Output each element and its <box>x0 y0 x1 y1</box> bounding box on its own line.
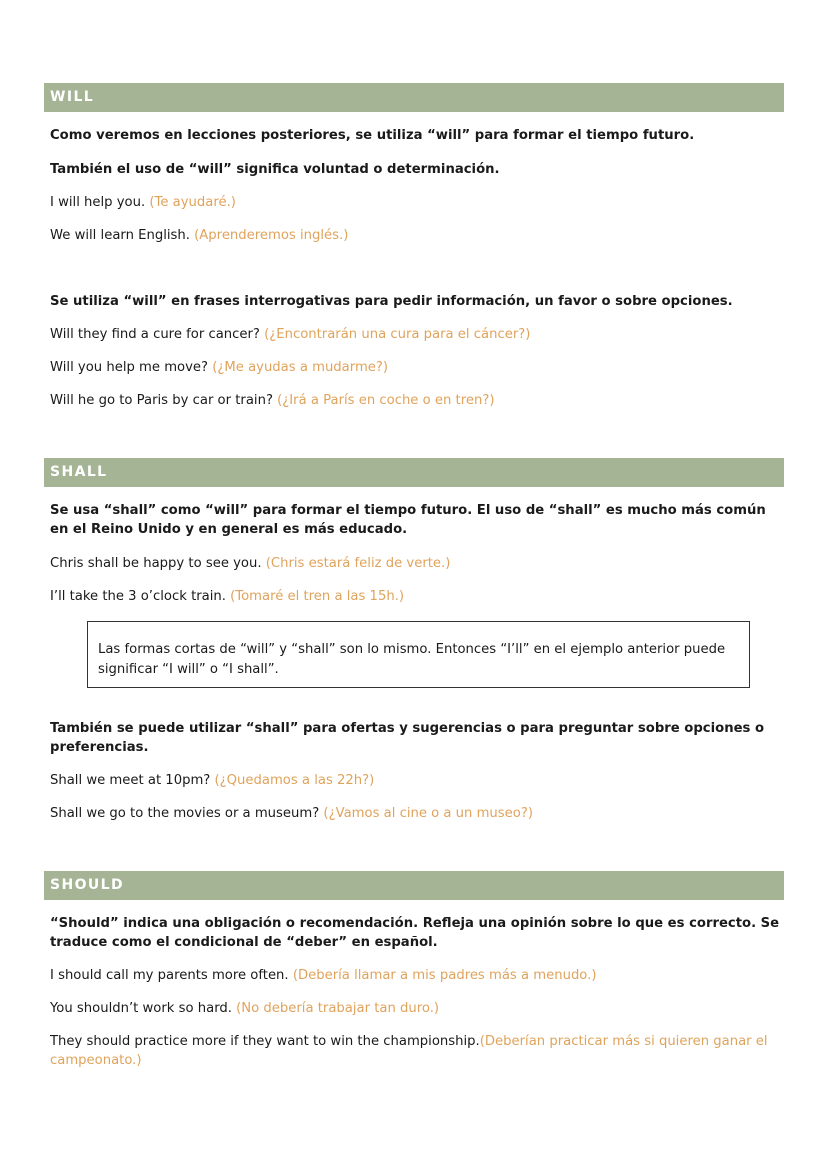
will-example-1 <box>50 193 780 212</box>
shall-example-1 <box>50 554 780 573</box>
short-forms-note-box: Las formas cortas de “will” y “shall” son lo mismo. Entonces “I’ll” en el ejemplo anterior puede significar “I will” o “I shall”. <box>87 621 750 688</box>
example-english: Shall we meet at 10pm? <box>50 773 211 788</box>
example-translation: (Deberían practicar más si quieren ganar el campeonato.) <box>50 1034 768 1068</box>
example-english: I will help you. <box>50 195 146 210</box>
example-translation: (¿Encontrarán una cura para el cáncer?) <box>259 327 531 342</box>
example-translation: (¿Vamos al cine o a un museo?) <box>319 806 533 821</box>
example-translation: (¿Quedamos a las 22h?) <box>210 773 375 788</box>
example-english: Will you help me move? <box>50 360 209 375</box>
will-intro-questions: Se utiliza “will” en frases interrogativas para pedir información, un favor o sobre opciones. <box>50 294 733 309</box>
should-example-3 <box>50 1032 780 1070</box>
example-translation: (¿Me ayudas a mudarme?) <box>208 360 389 375</box>
should-example-2 <box>50 999 780 1018</box>
will-example-4 <box>50 358 780 377</box>
example-english: We will learn English. <box>50 228 190 243</box>
shall-intro-future: Se usa “shall” como “will” para formar el tiempo futuro. El uso de “shall” es mucho más común en el Reino Unido y en general es más educado. <box>50 503 766 537</box>
example-translation: (Chris estará feliz de verte.) <box>261 556 451 571</box>
example-translation: (¿Irá a París en coche o en tren?) <box>272 393 495 408</box>
will-example-3 <box>50 325 780 344</box>
example-english: Will they find a cure for cancer? <box>50 327 260 342</box>
should-intro: “Should” indica una obligación o recomendación. Refleja una opinión sobre lo que es correcto. Se traduce como el condicional de “deber” en español. <box>50 916 780 950</box>
example-english: They should practice more if they want to win the championship. <box>50 1034 480 1049</box>
example-translation: (Te ayudaré.) <box>145 195 236 210</box>
shall-intro-offers: También se puede utilizar “shall” para ofertas y sugerencias o para preguntar sobre opciones o preferencias. <box>50 721 765 755</box>
section-header-shall: SHALL <box>44 458 784 487</box>
example-english: You shouldn’t work so hard. <box>50 1001 232 1016</box>
will-intro-volition: También el uso de “will” significa voluntad o determinación. <box>50 162 500 177</box>
example-translation: (Tomaré el tren a las 15h.) <box>225 589 405 604</box>
will-example-2 <box>50 226 780 245</box>
example-translation: (Debería llamar a mis padres más a menudo.) <box>288 968 597 983</box>
shall-example-2 <box>50 587 780 606</box>
shall-example-4 <box>50 804 780 823</box>
shall-example-3 <box>50 771 780 790</box>
will-intro-future: Como veremos en lecciones posteriores, se utiliza “will” para formar el tiempo futuro. <box>50 128 695 143</box>
will-example-5 <box>50 391 780 410</box>
should-example-1 <box>50 966 780 985</box>
section-header-will: WILL <box>44 83 784 112</box>
section-header-should: SHOULD <box>44 871 784 900</box>
example-english: Chris shall be happy to see you. <box>50 556 262 571</box>
example-english: I should call my parents more often. <box>50 968 289 983</box>
example-english: Will he go to Paris by car or train? <box>50 393 273 408</box>
example-english: I’ll take the 3 o’clock train. <box>50 589 226 604</box>
example-english: Shall we go to the movies or a museum? <box>50 806 320 821</box>
example-translation: (Aprenderemos inglés.) <box>189 228 349 243</box>
example-translation: (No debería trabajar tan duro.) <box>231 1001 440 1016</box>
